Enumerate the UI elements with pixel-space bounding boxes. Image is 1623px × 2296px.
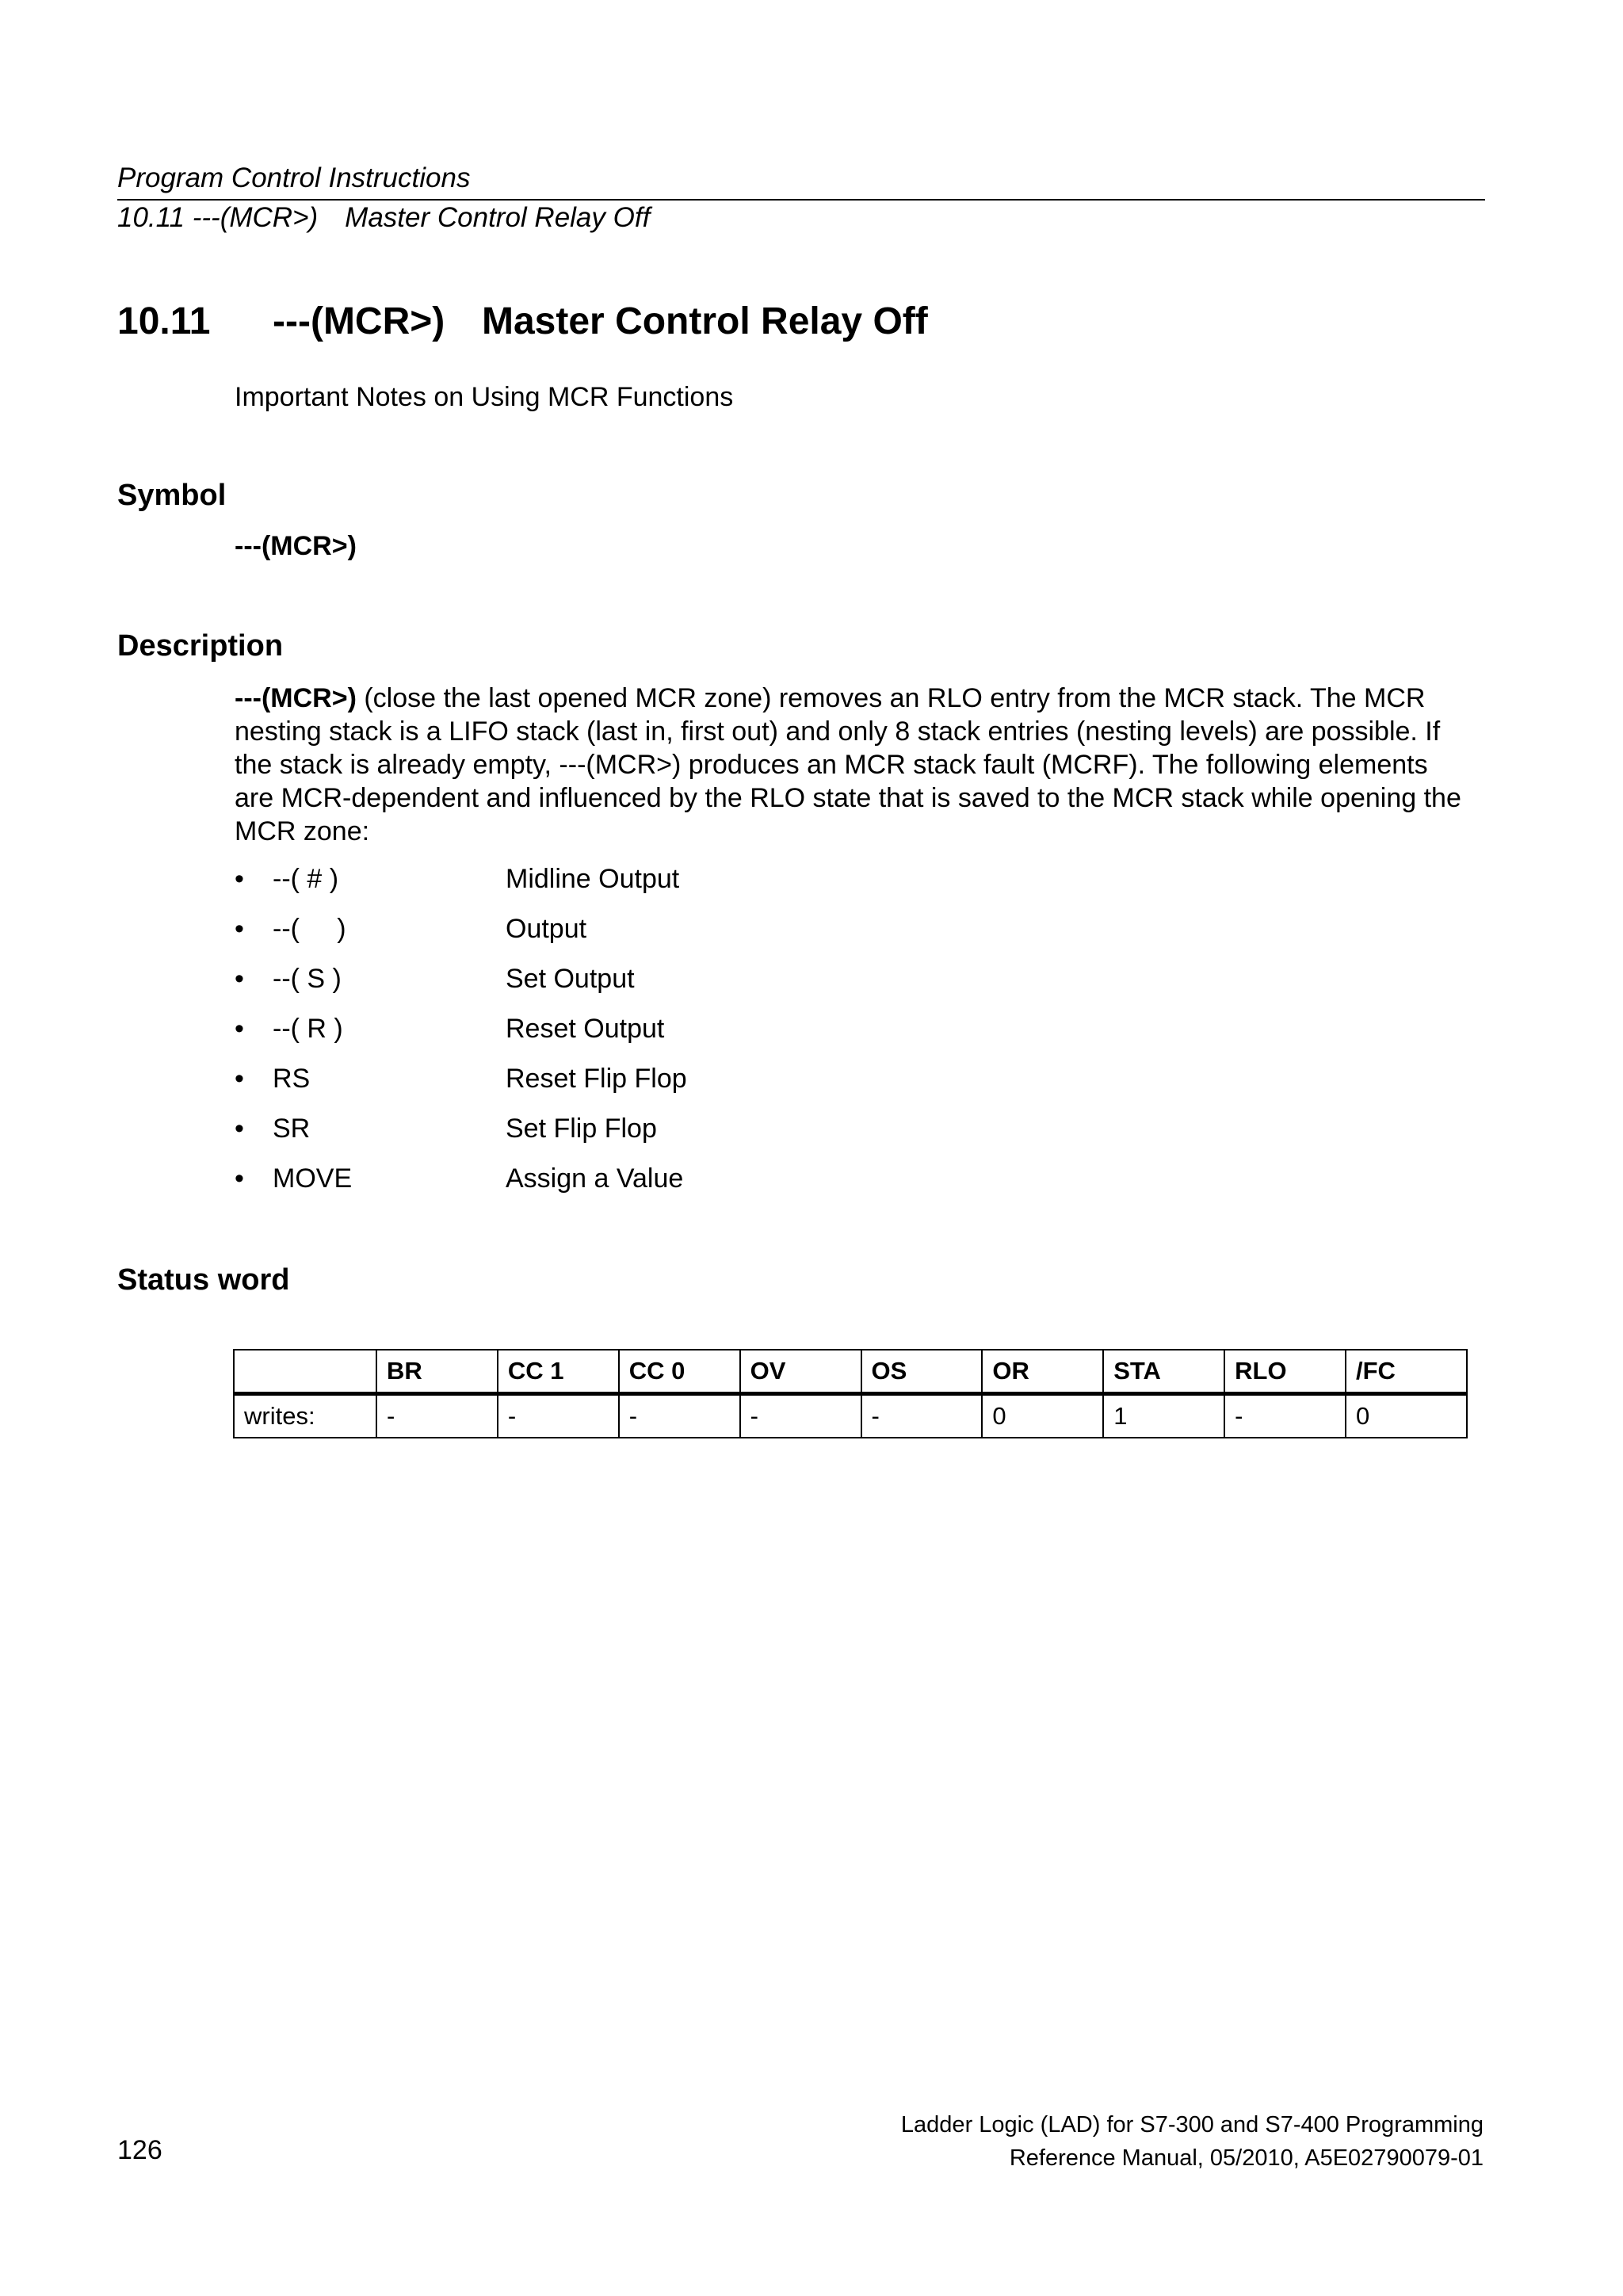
column-header bbox=[234, 1350, 376, 1394]
item-code: --( ) bbox=[273, 914, 346, 944]
header-rule bbox=[117, 199, 1485, 201]
item-meaning: Set Flip Flop bbox=[506, 1114, 657, 1144]
running-header-section bbox=[117, 202, 650, 234]
column-header: CC 1 bbox=[498, 1350, 619, 1394]
table-cell: - bbox=[740, 1394, 861, 1438]
title-name: Master Control Relay Off bbox=[482, 300, 928, 342]
list-item bbox=[235, 912, 687, 962]
bullet-icon: • bbox=[235, 914, 244, 944]
table-cell: writes: bbox=[234, 1394, 376, 1438]
title-number: 10.11 bbox=[117, 300, 211, 342]
description-heading: Description bbox=[117, 629, 284, 663]
bullet-icon: • bbox=[235, 1114, 244, 1144]
bullet-icon: • bbox=[235, 964, 244, 994]
column-header: /FC bbox=[1346, 1350, 1467, 1394]
header-section-name: Master Control Relay Off bbox=[345, 202, 651, 233]
table-cell: - bbox=[1224, 1394, 1346, 1438]
mcr-dependent-list bbox=[235, 862, 687, 1212]
footer-line-1: Ladder Logic (LAD) for S7-300 and S7-400 Programming bbox=[900, 2112, 1484, 2137]
page-title bbox=[117, 300, 928, 343]
item-code: --( # ) bbox=[273, 864, 339, 894]
list-item bbox=[235, 1112, 687, 1162]
column-header: STA bbox=[1103, 1350, 1224, 1394]
footer-line-2: Reference Manual, 05/2010, A5E02790079-01 bbox=[1009, 2145, 1484, 2171]
bullet-icon: • bbox=[235, 1064, 244, 1094]
list-item bbox=[235, 1012, 687, 1062]
item-code: RS bbox=[273, 1064, 311, 1094]
item-code: MOVE bbox=[273, 1163, 353, 1194]
bullet-icon: • bbox=[235, 1014, 244, 1044]
column-header: OV bbox=[740, 1350, 861, 1394]
table-cell: 1 bbox=[1103, 1394, 1224, 1438]
column-header: OS bbox=[861, 1350, 983, 1394]
running-header-chapter: Program Control Instructions bbox=[117, 162, 471, 193]
table-cell: 0 bbox=[982, 1394, 1103, 1438]
page-number: 126 bbox=[117, 2135, 162, 2165]
status-word-table bbox=[233, 1349, 1468, 1438]
bullet-icon: • bbox=[235, 864, 244, 894]
item-code: SR bbox=[273, 1114, 311, 1144]
list-item bbox=[235, 1162, 687, 1212]
item-code: --( S ) bbox=[273, 964, 342, 994]
table-cell: - bbox=[861, 1394, 983, 1438]
description-lead: ---(MCR>) bbox=[235, 683, 357, 713]
table-cell: - bbox=[619, 1394, 740, 1438]
item-code: --( R ) bbox=[273, 1014, 343, 1044]
table-header-row bbox=[234, 1350, 1467, 1394]
list-item bbox=[235, 962, 687, 1012]
column-header: OR bbox=[982, 1350, 1103, 1394]
item-meaning: Output bbox=[506, 914, 587, 944]
bullet-icon: • bbox=[235, 1163, 244, 1194]
item-meaning: Assign a Value bbox=[506, 1163, 684, 1194]
header-section-number: 10.11 bbox=[117, 202, 185, 233]
table-cell: 0 bbox=[1346, 1394, 1467, 1438]
table-cell: - bbox=[376, 1394, 498, 1438]
item-meaning: Reset Flip Flop bbox=[506, 1064, 687, 1094]
table-cell: - bbox=[498, 1394, 619, 1438]
list-item bbox=[235, 862, 687, 912]
footer-manual-info bbox=[901, 2108, 1484, 2175]
status-word-heading: Status word bbox=[117, 1263, 290, 1297]
column-header: BR bbox=[376, 1350, 498, 1394]
symbol-heading: Symbol bbox=[117, 479, 227, 512]
title-symbol: ---(MCR>) bbox=[273, 300, 445, 342]
description-paragraph bbox=[235, 682, 1471, 848]
header-section-symbol: ---(MCR>) bbox=[192, 202, 319, 233]
notes-link[interactable]: Important Notes on Using MCR Functions bbox=[235, 382, 734, 412]
list-item bbox=[235, 1062, 687, 1112]
symbol-value: ---(MCR>) bbox=[235, 531, 357, 561]
column-header: RLO bbox=[1224, 1350, 1346, 1394]
item-meaning: Set Output bbox=[506, 964, 635, 994]
table-row bbox=[234, 1394, 1467, 1438]
description-text: (close the last opened MCR zone) removes an RLO entry from the MCR stack. The MCR nesting stack is a LIFO stack (last in, first out) and only 8 stack entries (nesting levels) are possible. If the stack is already empty, ---(MCR>) produces an MCR stack fault (MCRF). The following elements are MCR-dependent and influenced by the RLO state that is saved to the MCR stack while opening the MCR zone: bbox=[235, 683, 1461, 846]
item-meaning: Midline Output bbox=[506, 864, 680, 894]
column-header: CC 0 bbox=[619, 1350, 740, 1394]
item-meaning: Reset Output bbox=[506, 1014, 665, 1044]
